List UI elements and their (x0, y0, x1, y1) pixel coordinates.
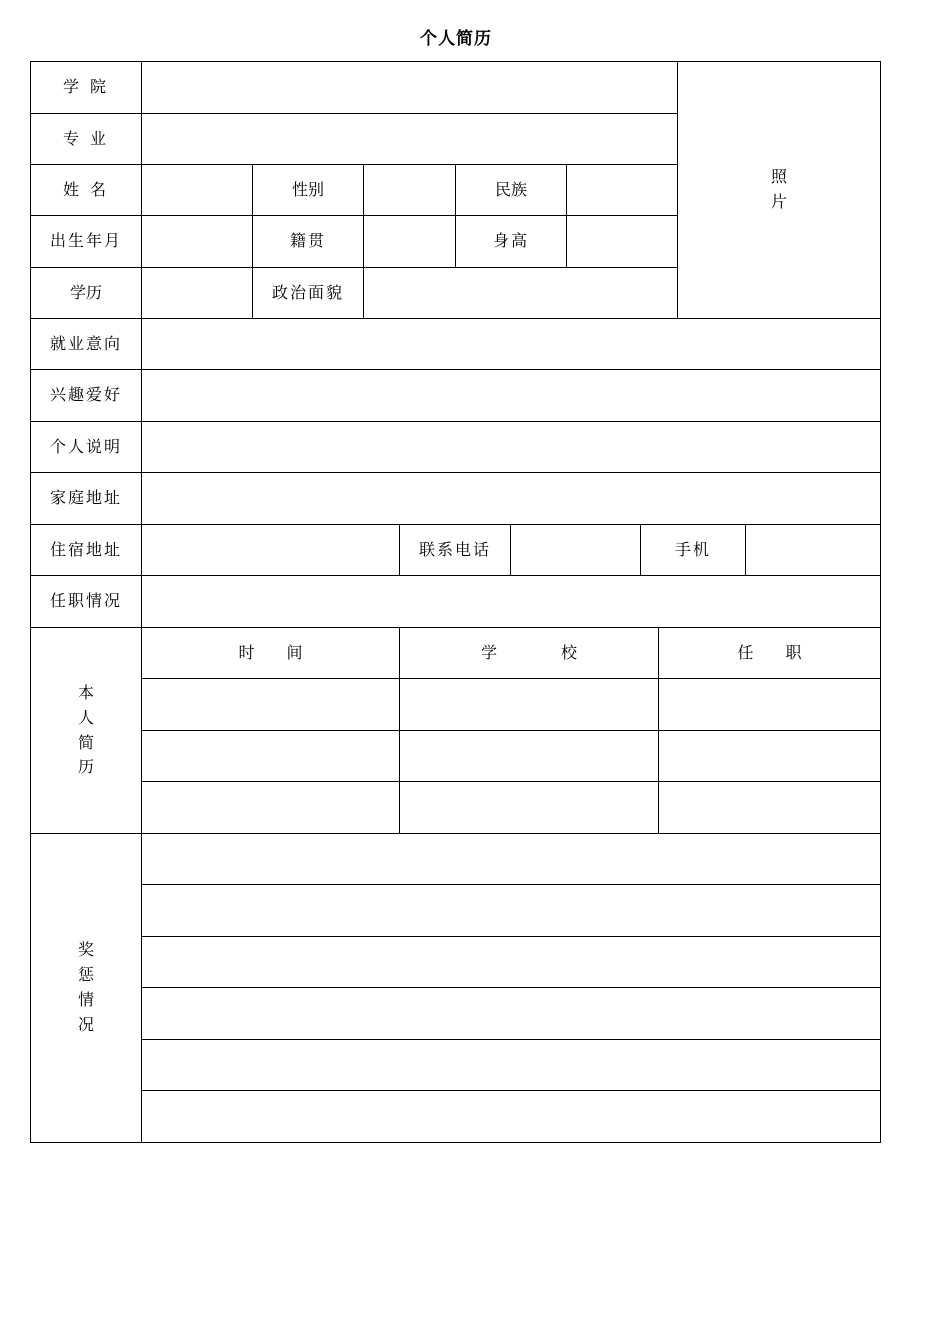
label-dorm-address: 住宿地址 (30, 524, 142, 576)
positions-field[interactable] (141, 575, 881, 628)
resume-row-1-school[interactable] (399, 678, 659, 731)
height-field[interactable] (566, 215, 678, 268)
hobbies-field[interactable] (141, 369, 881, 422)
awards-section-label: 奖 惩 情 况 (30, 833, 142, 1143)
resume-row-3-position[interactable] (658, 781, 881, 834)
photo-label: 照 片 (770, 167, 787, 211)
awards-row-1[interactable] (141, 833, 881, 885)
resume-row-1-time[interactable] (141, 678, 400, 731)
birth-field[interactable] (141, 215, 253, 268)
personal-statement-field[interactable] (141, 421, 881, 473)
label-gender: 性别 (252, 164, 364, 216)
label-home-address: 家庭地址 (30, 472, 142, 525)
label-mobile: 手机 (640, 524, 746, 576)
photo-box[interactable] (677, 61, 881, 319)
label-job-intention: 就业意向 (30, 318, 142, 370)
resume-row-2-school[interactable] (399, 730, 659, 782)
awards-row-5[interactable] (141, 1039, 881, 1091)
political-status-field[interactable] (363, 267, 678, 319)
resume-row-3-school[interactable] (399, 781, 659, 834)
label-birth: 出生年月 (30, 215, 142, 268)
college-field[interactable] (141, 61, 678, 114)
awards-row-6[interactable] (141, 1090, 881, 1143)
resume-row-1-position[interactable] (658, 678, 881, 731)
resume-header-position: 任 职 (658, 627, 881, 679)
label-positions: 任职情况 (30, 575, 142, 628)
resume-row-3-time[interactable] (141, 781, 400, 834)
resume-section-label: 本 人 简 历 (30, 627, 142, 834)
label-education: 学历 (30, 267, 142, 319)
label-name: 姓 名 (30, 164, 142, 216)
label-political-status: 政治面貌 (252, 267, 364, 319)
major-field[interactable] (141, 113, 678, 165)
label-hobbies: 兴趣爱好 (30, 369, 142, 422)
label-college: 学 院 (30, 61, 142, 114)
home-address-field[interactable] (141, 472, 881, 525)
awards-row-2[interactable] (141, 884, 881, 937)
label-ethnicity: 民族 (455, 164, 567, 216)
awards-row-4[interactable] (141, 987, 881, 1040)
name-field[interactable] (141, 164, 253, 216)
resume-row-2-time[interactable] (141, 730, 400, 782)
contact-phone-field[interactable] (510, 524, 641, 576)
education-field[interactable] (141, 267, 253, 319)
resume-header-school: 学 校 (399, 627, 659, 679)
label-contact-phone: 联系电话 (399, 524, 511, 576)
label-major: 专 业 (30, 113, 142, 165)
resume-row-2-position[interactable] (658, 730, 881, 782)
resume-header-time: 时 间 (141, 627, 400, 679)
label-height: 身高 (455, 215, 567, 268)
mobile-field[interactable] (745, 524, 881, 576)
label-native-place: 籍贯 (252, 215, 364, 268)
native-place-field[interactable] (363, 215, 456, 268)
dorm-address-field[interactable] (141, 524, 400, 576)
label-personal-statement: 个人说明 (30, 421, 142, 473)
awards-row-3[interactable] (141, 936, 881, 988)
ethnicity-field[interactable] (566, 164, 678, 216)
gender-field[interactable] (363, 164, 456, 216)
job-intention-field[interactable] (141, 318, 881, 370)
document-title: 个人简历 (420, 29, 492, 49)
